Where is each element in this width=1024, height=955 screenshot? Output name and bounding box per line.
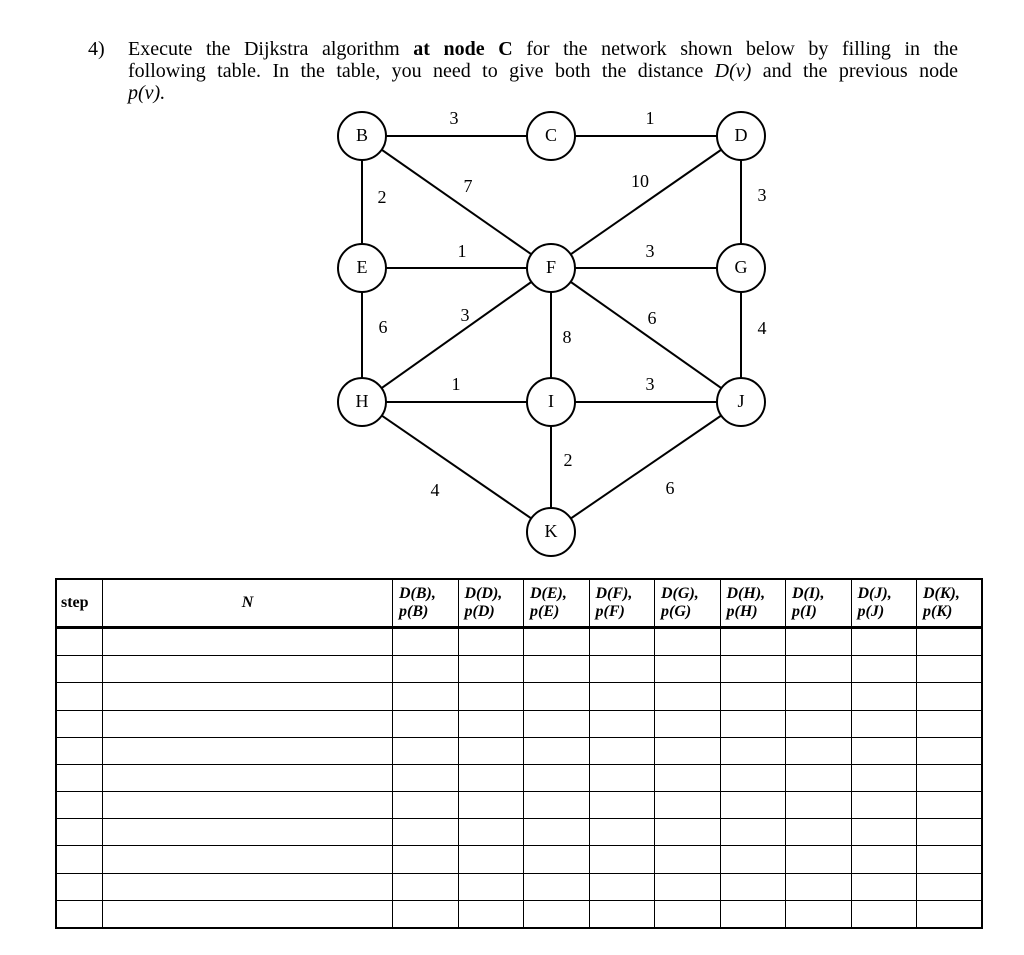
table-cell[interactable] [917, 683, 983, 710]
table-cell[interactable] [917, 819, 983, 846]
edge-h-k [362, 402, 551, 532]
table-cell[interactable] [917, 846, 983, 873]
table-cell[interactable] [720, 710, 786, 737]
table-row [56, 792, 982, 819]
table-row [56, 737, 982, 764]
previous-node-notation: p(v). [128, 82, 166, 104]
table-cell[interactable] [720, 900, 786, 928]
table-cell[interactable] [393, 710, 459, 737]
table-row [56, 900, 982, 928]
table-cell[interactable] [393, 819, 459, 846]
table-cell[interactable] [917, 710, 983, 737]
node-k [527, 508, 575, 556]
table-cell[interactable] [655, 737, 721, 764]
edge-weight-b-f: 7 [463, 176, 473, 197]
table-cell[interactable] [103, 846, 393, 873]
table-cell[interactable] [393, 737, 459, 764]
table-cell[interactable] [655, 683, 721, 710]
edge-weight-c-d: 1 [645, 108, 655, 129]
table-cell[interactable] [56, 819, 103, 846]
table-cell[interactable] [720, 628, 786, 656]
header-n: N [103, 579, 393, 628]
table-cell[interactable] [917, 628, 983, 656]
header-col-4: D(E), p(E) [524, 579, 590, 628]
node-label-f: F [545, 257, 557, 278]
table-cell[interactable] [458, 710, 524, 737]
header-col-7: D(H), p(H) [720, 579, 786, 628]
node-label-b: B [355, 125, 369, 146]
header-col-2: D(B), p(B) [393, 579, 459, 628]
node-label-e: E [356, 257, 368, 278]
table-cell[interactable] [589, 710, 655, 737]
table-cell[interactable] [393, 764, 459, 791]
edge-weight-f-g: 3 [645, 241, 655, 262]
table-cell[interactable] [786, 900, 852, 928]
node-label-k: K [544, 521, 558, 542]
table-cell[interactable] [458, 737, 524, 764]
table-cell[interactable] [524, 764, 590, 791]
edge-weight-h-i: 1 [451, 374, 461, 395]
table-cell[interactable] [786, 656, 852, 683]
table-cell[interactable] [786, 764, 852, 791]
table-row [56, 873, 982, 900]
table-cell[interactable] [655, 900, 721, 928]
table-cell[interactable] [589, 873, 655, 900]
node-h [338, 378, 386, 426]
table-cell[interactable] [589, 656, 655, 683]
node-j [717, 378, 765, 426]
table-cell[interactable] [103, 628, 393, 656]
table-cell[interactable] [786, 737, 852, 764]
table-cell[interactable] [103, 819, 393, 846]
table-cell[interactable] [786, 710, 852, 737]
table-cell[interactable] [786, 873, 852, 900]
table-cell[interactable] [103, 710, 393, 737]
edge-weight-i-j: 3 [645, 374, 655, 395]
table-cell[interactable] [393, 792, 459, 819]
node-d [717, 112, 765, 160]
table-cell[interactable] [458, 792, 524, 819]
table-cell[interactable] [655, 819, 721, 846]
table-row [56, 656, 982, 683]
table-cell[interactable] [524, 656, 590, 683]
edge-weight-f-h: 3 [460, 305, 470, 326]
edge-weight-e-h: 6 [378, 317, 388, 338]
header-col-3: D(D), p(D) [458, 579, 524, 628]
table-cell[interactable] [917, 737, 983, 764]
table-cell[interactable] [851, 737, 917, 764]
node-label-c: C [544, 125, 558, 146]
table-cell[interactable] [589, 764, 655, 791]
table-cell[interactable] [56, 710, 103, 737]
distance-notation: D(v) [714, 60, 752, 82]
table-cell[interactable] [720, 846, 786, 873]
table-cell[interactable] [786, 819, 852, 846]
table-cell[interactable] [720, 656, 786, 683]
table-cell[interactable] [589, 846, 655, 873]
table-cell[interactable] [851, 628, 917, 656]
table-cell[interactable] [56, 873, 103, 900]
table-cell[interactable] [655, 792, 721, 819]
table-cell[interactable] [458, 846, 524, 873]
table-cell[interactable] [393, 846, 459, 873]
dijkstra-table [55, 578, 983, 929]
edge-weight-f-i: 8 [562, 327, 572, 348]
table-cell[interactable] [851, 710, 917, 737]
table-cell[interactable] [524, 628, 590, 656]
table-cell[interactable] [524, 819, 590, 846]
table-cell[interactable] [103, 764, 393, 791]
edge-weight-g-j: 4 [757, 318, 767, 339]
node-label-g: G [734, 257, 748, 278]
table-cell[interactable] [393, 628, 459, 656]
table-cell[interactable] [917, 792, 983, 819]
table-cell[interactable] [524, 792, 590, 819]
start-node-emphasis: at node C [413, 38, 513, 60]
table-cell[interactable] [103, 873, 393, 900]
table-cell[interactable] [56, 846, 103, 873]
table-cell[interactable] [720, 764, 786, 791]
table-header-row [56, 579, 982, 628]
node-b [338, 112, 386, 160]
table-row [56, 628, 982, 656]
table-cell[interactable] [917, 900, 983, 928]
question-number: 4) [88, 38, 105, 60]
table-cell[interactable] [589, 628, 655, 656]
table-cell[interactable] [458, 873, 524, 900]
edge-weight-d-g: 3 [757, 185, 767, 206]
header-col-6: D(G), p(G) [655, 579, 721, 628]
header-col-9: D(J), p(J) [851, 579, 917, 628]
header-col-8: D(I), p(I) [786, 579, 852, 628]
table-cell[interactable] [655, 656, 721, 683]
table-cell[interactable] [786, 846, 852, 873]
table-cell[interactable] [655, 628, 721, 656]
table-cell[interactable] [56, 792, 103, 819]
table-cell[interactable] [56, 683, 103, 710]
header-step: step [56, 579, 103, 628]
table-cell[interactable] [393, 873, 459, 900]
table-cell[interactable] [589, 819, 655, 846]
edge-weight-j-k: 6 [665, 478, 675, 499]
table-cell[interactable] [851, 764, 917, 791]
table-cell[interactable] [786, 792, 852, 819]
table-cell[interactable] [524, 873, 590, 900]
table-cell[interactable] [589, 792, 655, 819]
table-cell[interactable] [524, 846, 590, 873]
table-row [56, 764, 982, 791]
header-col-10: D(K), p(K) [917, 579, 983, 628]
table-cell[interactable] [103, 737, 393, 764]
edge-b-f [362, 136, 551, 268]
node-i [527, 378, 575, 426]
table-cell[interactable] [393, 683, 459, 710]
table-cell[interactable] [56, 900, 103, 928]
table-cell[interactable] [851, 846, 917, 873]
table-cell[interactable] [720, 873, 786, 900]
node-c [527, 112, 575, 160]
table-row [56, 819, 982, 846]
table-cell[interactable] [851, 873, 917, 900]
table-cell[interactable] [393, 656, 459, 683]
node-g [717, 244, 765, 292]
table-cell[interactable] [655, 764, 721, 791]
edge-weight-h-k: 4 [430, 480, 440, 501]
table-cell[interactable] [786, 628, 852, 656]
table-cell[interactable] [458, 900, 524, 928]
table-cell[interactable] [589, 900, 655, 928]
table-cell[interactable] [56, 764, 103, 791]
table-cell[interactable] [103, 656, 393, 683]
table-cell[interactable] [720, 819, 786, 846]
table-cell[interactable] [524, 683, 590, 710]
node-label-d: D [734, 125, 748, 146]
node-e [338, 244, 386, 292]
table-cell[interactable] [103, 683, 393, 710]
table-cell[interactable] [851, 900, 917, 928]
edge-weight-e-f: 1 [457, 241, 467, 262]
table-body [56, 628, 982, 929]
question-line-1: Execute the Dijkstra algorithm at node C for the network shown below by filling in the [128, 38, 958, 60]
table-row [56, 710, 982, 737]
table-cell[interactable] [720, 737, 786, 764]
table-cell[interactable] [917, 873, 983, 900]
edge-weight-f-j: 6 [647, 308, 657, 329]
table-cell[interactable] [524, 900, 590, 928]
edge-weight-b-c: 3 [449, 108, 459, 129]
table-cell[interactable] [851, 683, 917, 710]
table-cell[interactable] [589, 737, 655, 764]
table-cell[interactable] [458, 764, 524, 791]
table-cell[interactable] [720, 792, 786, 819]
table-cell[interactable] [458, 656, 524, 683]
table-row [56, 846, 982, 873]
table-cell[interactable] [786, 683, 852, 710]
table-cell[interactable] [655, 873, 721, 900]
table-cell[interactable] [851, 792, 917, 819]
table-cell[interactable] [851, 819, 917, 846]
table-cell[interactable] [56, 628, 103, 656]
edge-weight-d-f: 10 [631, 171, 649, 192]
table-cell[interactable] [103, 900, 393, 928]
table-cell[interactable] [720, 683, 786, 710]
table-cell[interactable] [851, 656, 917, 683]
header-col-5: D(F), p(F) [589, 579, 655, 628]
node-label-j: J [737, 391, 745, 412]
table-cell[interactable] [589, 683, 655, 710]
table-cell[interactable] [655, 846, 721, 873]
table-cell[interactable] [655, 710, 721, 737]
table-cell[interactable] [917, 764, 983, 791]
table-cell[interactable] [56, 656, 103, 683]
node-label-h: H [355, 391, 369, 412]
table-cell[interactable] [103, 792, 393, 819]
node-f [527, 244, 575, 292]
table-cell[interactable] [393, 900, 459, 928]
table-cell[interactable] [524, 737, 590, 764]
node-label-i: I [548, 391, 554, 412]
edge-weight-i-k: 2 [563, 450, 573, 471]
table-cell[interactable] [458, 628, 524, 656]
table-cell[interactable] [56, 737, 103, 764]
table-cell[interactable] [917, 656, 983, 683]
table-row [56, 683, 982, 710]
edge-j-k [551, 402, 741, 532]
table-cell[interactable] [524, 710, 590, 737]
table-cell[interactable] [458, 683, 524, 710]
question-line-2: following table. In the table, you need to give both the distance D(v) and the previous node [128, 60, 958, 82]
edge-weight-b-e: 2 [377, 187, 387, 208]
table-cell[interactable] [458, 819, 524, 846]
